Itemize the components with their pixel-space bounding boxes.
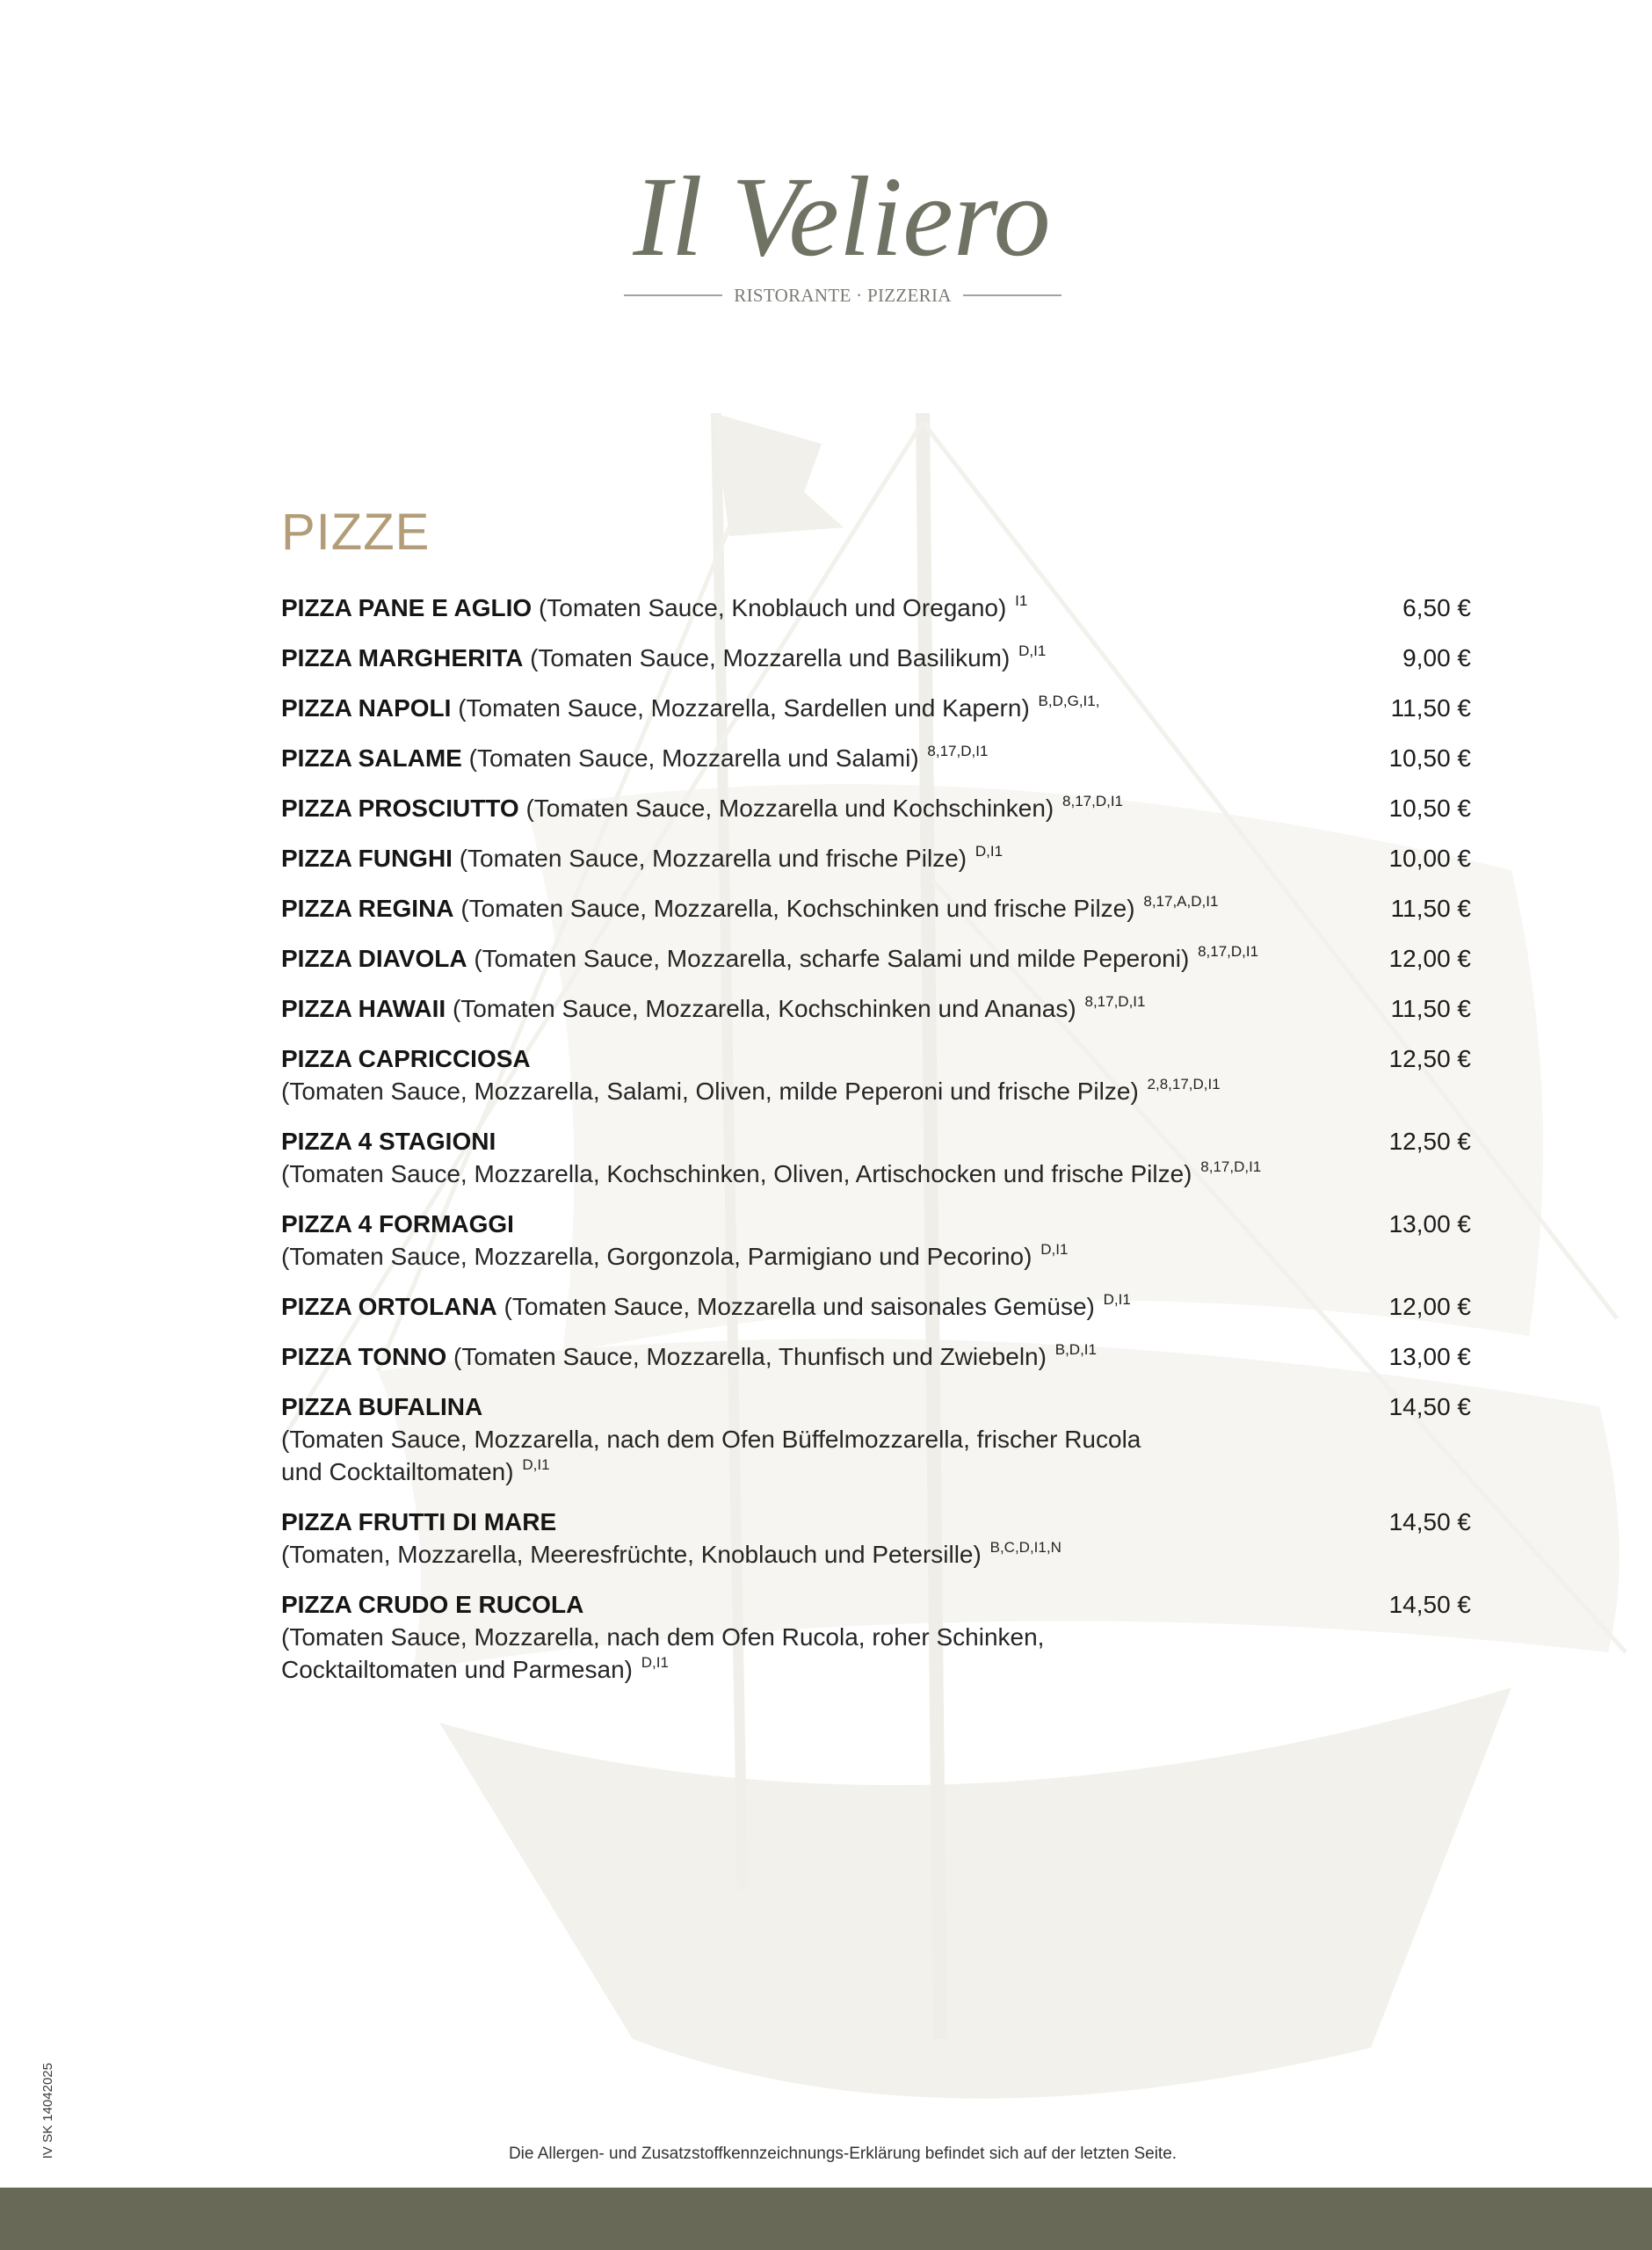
- item-text: [281, 842, 1374, 875]
- item-name: PIZZA DIAVOLA: [281, 945, 467, 972]
- item-name: PIZZA PANE E AGLIO: [281, 594, 533, 621]
- item-name: PIZZA NAPOLI: [281, 694, 452, 722]
- item-price: 12,50 €: [1388, 1128, 1471, 1155]
- item-price: 14,50 €: [1388, 1393, 1471, 1420]
- item-price: 12,50 €: [1388, 1045, 1471, 1072]
- item-text: [281, 1588, 1374, 1686]
- item-name: PIZZA PROSCIUTTO: [281, 795, 519, 822]
- item-text: [281, 1208, 1374, 1273]
- item-name: PIZZA TONNO: [281, 1343, 447, 1370]
- menu-item: [281, 1125, 1471, 1190]
- item-allergens: I1: [1015, 592, 1028, 609]
- logo-tagline: [624, 283, 1061, 308]
- item-text: [281, 1506, 1374, 1571]
- item-allergens: 2,8,17,D,I1: [1147, 1076, 1221, 1092]
- ship-hull: [439, 1688, 1511, 2099]
- item-text: [281, 1042, 1374, 1107]
- item-text: [281, 592, 1374, 624]
- section-title: PIZZE: [281, 504, 431, 561]
- document-code: IV SK 14042025: [40, 2063, 55, 2159]
- item-description: [281, 1240, 1374, 1273]
- item-allergens: D,I1: [1040, 1241, 1069, 1258]
- menu-item: [281, 892, 1471, 925]
- item-name: PIZZA 4 FORMAGGI: [281, 1210, 514, 1238]
- item-description-line: (Tomaten, Mozzarella, Meeresfrüchte, Knoblauch und Petersille): [281, 1541, 982, 1568]
- item-text: [281, 1390, 1374, 1488]
- item-name: PIZZA MARGHERITA: [281, 644, 524, 671]
- tagline-rule-left: [624, 294, 722, 296]
- item-price: 14,50 €: [1388, 1591, 1471, 1618]
- item-allergens: D,I1: [1018, 642, 1047, 659]
- item-price: 11,50 €: [1390, 895, 1471, 922]
- item-price: 12,00 €: [1388, 1293, 1471, 1320]
- item-description: [281, 1621, 1374, 1653]
- item-allergens: B,C,D,I1,N: [989, 1539, 1061, 1556]
- item-allergens: 8,17,D,I1: [927, 743, 989, 759]
- item-description-line: (Tomaten Sauce, Mozzarella, nach dem Ofen Rucola, roher Schinken,: [281, 1623, 1045, 1651]
- item-price: 10,50 €: [1388, 744, 1471, 772]
- item-description: [281, 1075, 1374, 1107]
- item-description: (Tomaten Sauce, Mozzarella und Salami): [468, 744, 919, 772]
- item-name: PIZZA CRUDO E RUCOLA: [281, 1591, 584, 1618]
- item-description: [281, 1158, 1374, 1190]
- ship-flag: [714, 413, 844, 536]
- menu-item: [281, 942, 1471, 975]
- bottom-bar: [0, 2188, 1652, 2250]
- tagline-rule-right: [963, 294, 1061, 296]
- item-description: (Tomaten Sauce, Mozzarella, scharfe Salami und milde Peperoni): [474, 945, 1190, 972]
- item-allergens: D,I1: [522, 1456, 550, 1473]
- menu-item: [281, 1208, 1471, 1273]
- item-description: [281, 1538, 1374, 1571]
- item-description: (Tomaten Sauce, Mozzarella, Kochschinken und Ananas): [452, 995, 1076, 1022]
- item-name: PIZZA HAWAII: [281, 995, 446, 1022]
- item-description: [281, 1455, 1374, 1488]
- menu-item: [281, 592, 1471, 624]
- item-text: [281, 1125, 1374, 1190]
- item-description: [281, 1653, 1374, 1686]
- tagline-text: RISTORANTE · PIZZERIA: [734, 285, 952, 306]
- item-text: [281, 942, 1374, 975]
- item-description: (Tomaten Sauce, Knoblauch und Oregano): [538, 594, 1007, 621]
- item-price: 10,50 €: [1388, 795, 1471, 822]
- item-description: [281, 1423, 1374, 1455]
- item-allergens: 8,17,D,I1: [1200, 1158, 1262, 1175]
- restaurant-logo: Il Veliero: [633, 154, 1051, 280]
- item-text: [281, 1340, 1374, 1373]
- item-name: PIZZA CAPRICCIOSA: [281, 1045, 531, 1072]
- item-name: PIZZA FRUTTI DI MARE: [281, 1508, 557, 1535]
- item-name: PIZZA BUFALINA: [281, 1393, 483, 1420]
- item-name: PIZZA FUNGHI: [281, 845, 453, 872]
- item-allergens: 8,17,A,D,I1: [1143, 893, 1219, 910]
- item-description-line: (Tomaten Sauce, Mozzarella, Salami, Oliven, milde Peperoni und frische Pilze): [281, 1078, 1139, 1105]
- item-description-line: (Tomaten Sauce, Mozzarella, nach dem Ofen Büffelmozzarella, frischer Rucola: [281, 1426, 1141, 1453]
- item-allergens: D,I1: [641, 1654, 669, 1671]
- menu-item: [281, 1588, 1471, 1686]
- item-name: PIZZA 4 STAGIONI: [281, 1128, 496, 1155]
- menu-item: [281, 1390, 1471, 1488]
- item-text: [281, 992, 1374, 1025]
- item-text: [281, 642, 1374, 674]
- item-description: (Tomaten Sauce, Mozzarella und saisonales Gemüse): [504, 1293, 1095, 1320]
- menu-item: [281, 642, 1471, 674]
- item-allergens: 8,17,D,I1: [1198, 943, 1259, 960]
- item-name: PIZZA SALAME: [281, 744, 462, 772]
- item-description: (Tomaten Sauce, Mozzarella und Basilikum): [530, 644, 1011, 671]
- item-allergens: B,D,G,I1,: [1038, 693, 1100, 709]
- item-description: (Tomaten Sauce, Mozzarella und Kochschinken): [525, 795, 1054, 822]
- item-description: (Tomaten Sauce, Mozzarella, Thunfisch und Zwiebeln): [453, 1343, 1047, 1370]
- item-description: (Tomaten Sauce, Mozzarella und frische Pilze): [459, 845, 967, 872]
- item-description-line: und Cocktailtomaten): [281, 1458, 514, 1485]
- item-text: [281, 792, 1374, 824]
- item-name: PIZZA REGINA: [281, 895, 454, 922]
- item-price: 12,00 €: [1388, 945, 1471, 972]
- item-text: [281, 892, 1374, 925]
- item-price: 11,50 €: [1390, 694, 1471, 722]
- item-price: 14,50 €: [1388, 1508, 1471, 1535]
- item-price: 11,50 €: [1390, 995, 1471, 1022]
- item-allergens: D,I1: [1103, 1291, 1131, 1308]
- item-allergens: 8,17,D,I1: [1062, 793, 1124, 809]
- menu-item: [281, 1506, 1471, 1571]
- item-allergens: 8,17,D,I1: [1084, 993, 1146, 1010]
- item-description-line: Cocktailtomaten und Parmesan): [281, 1656, 633, 1683]
- allergen-footnote: Die Allergen- und Zusatzstoffkennzeichnungs-Erklärung befindet sich auf der letzten Seite.: [508, 2145, 1177, 2163]
- menu-item: [281, 1290, 1471, 1323]
- item-price: 10,00 €: [1388, 845, 1471, 872]
- item-text: [281, 1290, 1374, 1323]
- item-description-line: (Tomaten Sauce, Mozzarella, Kochschinken, Oliven, Artischocken und frische Pilze): [281, 1160, 1192, 1187]
- item-description-line: (Tomaten Sauce, Mozzarella, Gorgonzola, Parmigiano und Pecorino): [281, 1243, 1032, 1270]
- item-description: (Tomaten Sauce, Mozzarella, Kochschinken und frische Pilze): [460, 895, 1135, 922]
- menu-item: [281, 742, 1471, 774]
- item-price: 9,00 €: [1402, 644, 1471, 671]
- item-allergens: B,D,I1: [1054, 1341, 1097, 1358]
- item-price: 6,50 €: [1402, 594, 1471, 621]
- item-allergens: D,I1: [975, 843, 1004, 860]
- item-name: PIZZA ORTOLANA: [281, 1293, 497, 1320]
- menu-item: [281, 1042, 1471, 1107]
- menu-item: [281, 1340, 1471, 1373]
- item-text: [281, 742, 1374, 774]
- item-price: 13,00 €: [1388, 1343, 1471, 1370]
- menu-item: [281, 792, 1471, 824]
- menu-item: [281, 992, 1471, 1025]
- menu-item: [281, 692, 1471, 724]
- item-price: 13,00 €: [1388, 1210, 1471, 1238]
- item-text: [281, 692, 1374, 724]
- menu-list: [281, 592, 1471, 1703]
- item-description: (Tomaten Sauce, Mozzarella, Sardellen und Kapern): [458, 694, 1030, 722]
- menu-item: [281, 842, 1471, 875]
